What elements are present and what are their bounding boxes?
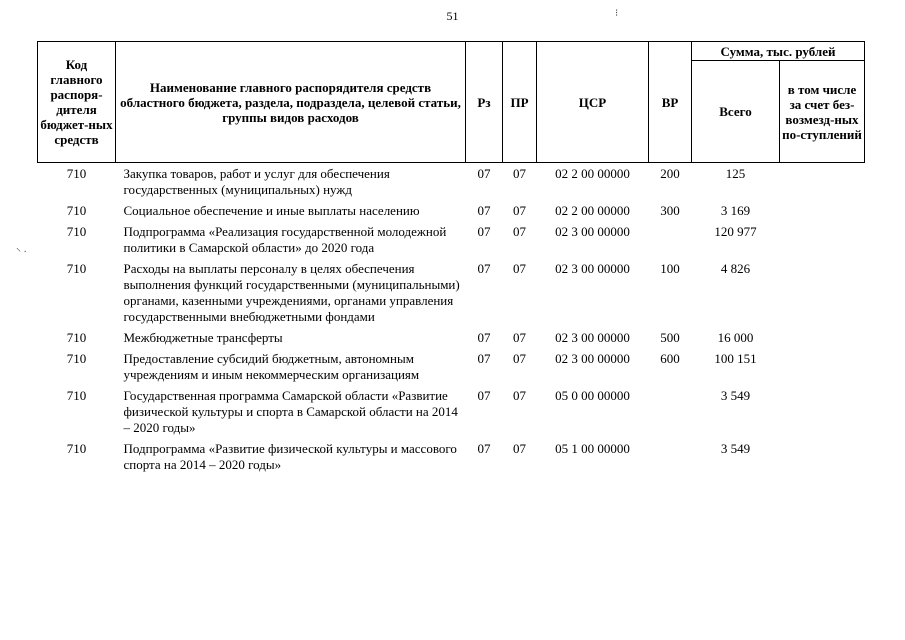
table-row bbox=[38, 327, 865, 348]
cell-pr: 07 bbox=[513, 388, 526, 403]
cell-pr: 07 bbox=[513, 330, 526, 345]
cell-code: 710 bbox=[66, 261, 87, 276]
table-row bbox=[38, 163, 865, 201]
col-header-csr: ЦСР bbox=[537, 42, 649, 163]
cell-total: 16 000 bbox=[717, 330, 754, 345]
table-body bbox=[38, 163, 865, 476]
col-header-rz: Рз bbox=[466, 42, 503, 163]
cell-vr: 300 bbox=[660, 203, 680, 218]
table-row bbox=[38, 200, 865, 221]
cell-pr: 07 bbox=[513, 261, 526, 276]
cell-name: Закупка товаров, работ и услуг для обеспечения государственных (муниципальных) нужд bbox=[123, 166, 390, 197]
col-header-pr: ПР bbox=[503, 42, 537, 163]
cell-name: Расходы на выплаты персоналу в целях обеспечения выполнения функций государственными (муниципальными) органами, казенными учреждениями, органами управления государственными внебюджетными фондами bbox=[123, 261, 460, 324]
cell-incl bbox=[780, 221, 865, 258]
cell-csr: 05 0 00 00000 bbox=[555, 388, 630, 403]
cell-code: 710 bbox=[66, 330, 87, 345]
table-row bbox=[38, 385, 865, 438]
cell-rz: 07 bbox=[477, 351, 491, 366]
cell-csr: 02 3 00 00000 bbox=[555, 261, 630, 276]
col-header-sum-group: Сумма, тыс. рублей bbox=[692, 42, 865, 61]
col-header-code: Код главного распоря-дителя бюджет-ных средств bbox=[38, 42, 116, 163]
page-number: 51 bbox=[446, 9, 459, 23]
table-row bbox=[38, 258, 865, 327]
cell-csr: 05 1 00 00000 bbox=[555, 441, 630, 456]
cell-code: 710 bbox=[66, 166, 87, 181]
cell-vr: 200 bbox=[660, 166, 680, 181]
scan-speck: ⸌ · bbox=[16, 247, 27, 258]
cell-vr: 600 bbox=[660, 351, 680, 366]
cell-rz: 07 bbox=[477, 330, 491, 345]
cell-total: 3 549 bbox=[720, 441, 751, 456]
cell-vr: 100 bbox=[660, 261, 680, 276]
cell-rz: 07 bbox=[477, 261, 491, 276]
table-row bbox=[38, 438, 865, 475]
cell-name: Предоставление субсидий бюджетным, автономным учреждениям и иным некоммерческим организациям bbox=[123, 351, 420, 382]
cell-total: 120 977 bbox=[714, 224, 757, 239]
cell-code: 710 bbox=[66, 388, 87, 403]
cell-incl bbox=[780, 438, 865, 475]
cell-rz: 07 bbox=[477, 203, 491, 218]
cell-csr: 02 2 00 00000 bbox=[555, 203, 630, 218]
cell-total: 125 bbox=[725, 166, 746, 181]
cell-incl bbox=[780, 385, 865, 438]
table-row bbox=[38, 348, 865, 385]
cell-rz: 07 bbox=[477, 388, 491, 403]
cell-csr: 02 2 00 00000 bbox=[555, 166, 630, 181]
cell-pr: 07 bbox=[513, 166, 526, 181]
cell-rz: 07 bbox=[477, 224, 491, 239]
cell-vr bbox=[649, 385, 692, 438]
cell-incl bbox=[780, 348, 865, 385]
cell-pr: 07 bbox=[513, 224, 526, 239]
cell-csr: 02 3 00 00000 bbox=[555, 224, 630, 239]
cell-total: 4 826 bbox=[720, 261, 751, 276]
cell-incl bbox=[780, 327, 865, 348]
cell-vr: 500 bbox=[660, 330, 680, 345]
cell-total: 100 151 bbox=[714, 351, 757, 366]
col-header-vr: ВР bbox=[649, 42, 692, 163]
cell-rz: 07 bbox=[477, 166, 491, 181]
cell-csr: 02 3 00 00000 bbox=[555, 351, 630, 366]
col-header-incl: в том числе за счет без-возмезд-ных по-ступлений bbox=[780, 61, 865, 163]
cell-csr: 02 3 00 00000 bbox=[555, 330, 630, 345]
cell-name: Подпрограмма «Реализация государственной молодежной политики в Самарской области» до 2020 года bbox=[123, 224, 447, 255]
cell-code: 710 bbox=[66, 224, 87, 239]
header-row bbox=[38, 42, 865, 61]
cell-total: 3 169 bbox=[720, 203, 751, 218]
cell-pr: 07 bbox=[513, 441, 526, 456]
cell-pr: 07 bbox=[513, 351, 526, 366]
cell-rz: 07 bbox=[477, 441, 491, 456]
cell-vr bbox=[649, 438, 692, 475]
table-row bbox=[38, 221, 865, 258]
cell-total: 3 549 bbox=[720, 388, 751, 403]
cell-vr bbox=[649, 221, 692, 258]
cell-incl bbox=[780, 200, 865, 221]
scan-speck: ⁝ bbox=[615, 8, 619, 19]
cell-code: 710 bbox=[66, 351, 87, 366]
cell-code: 710 bbox=[66, 203, 87, 218]
budget-table bbox=[37, 41, 865, 475]
cell-name: Государственная программа Самарской области «Развитие физической культуры и спорта в Самарской области на 2014 – 2020 годы» bbox=[123, 388, 458, 435]
col-header-total: Всего bbox=[692, 61, 780, 163]
cell-incl bbox=[780, 258, 865, 327]
cell-incl bbox=[780, 163, 865, 201]
cell-name: Социальное обеспечение и иные выплаты населению bbox=[123, 203, 420, 218]
cell-code: 710 bbox=[66, 441, 87, 456]
cell-pr: 07 bbox=[513, 203, 526, 218]
cell-name: Межбюджетные трансферты bbox=[123, 330, 283, 345]
cell-name: Подпрограмма «Развитие физической культуры и массового спорта на 2014 – 2020 годы» bbox=[123, 441, 457, 472]
col-header-name: Наименование главного распорядителя средств областного бюджета, раздела, подраздела, целевой статьи, группы видов расходов bbox=[116, 42, 466, 163]
